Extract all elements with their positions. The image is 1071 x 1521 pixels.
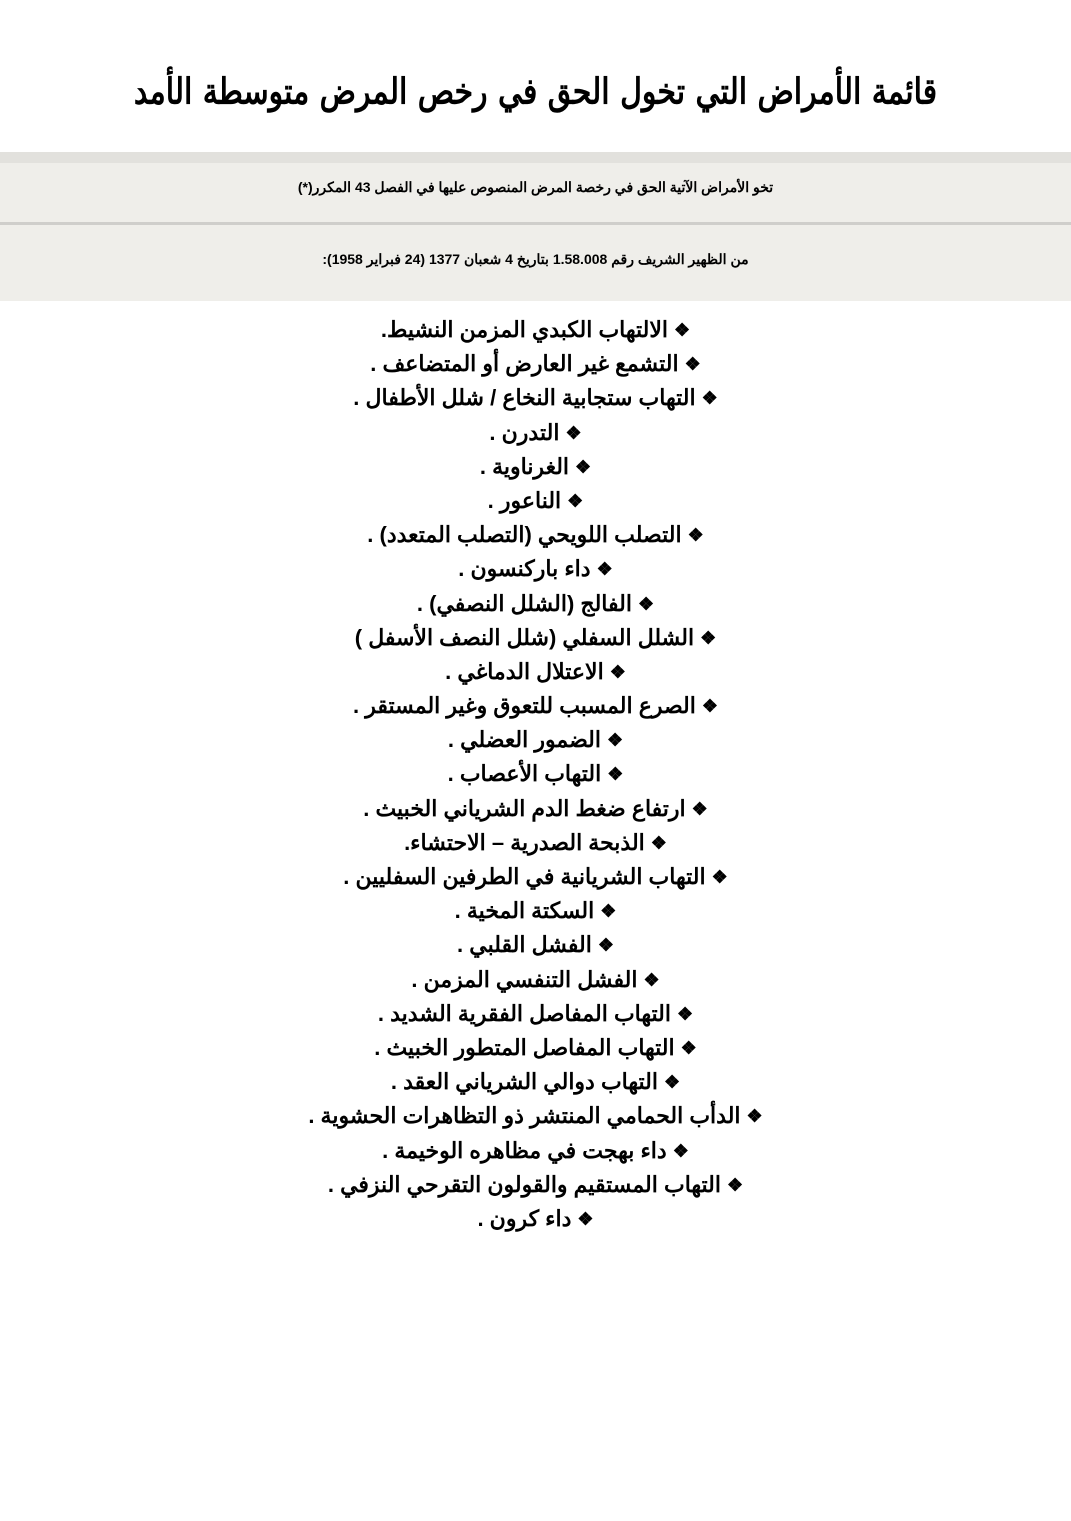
diamond-bullet-icon: ❖ <box>701 388 718 409</box>
diamond-bullet-icon: ❖ <box>672 1140 689 1161</box>
diamond-bullet-icon: ❖ <box>680 1037 697 1058</box>
intro-line-2: من الظهير الشريف رقم 1.58.008 بتاريخ 4 شعبان 1377 (24 فبراير 1958): <box>0 235 1071 283</box>
disease-item <box>0 1031 1071 1065</box>
disease-item <box>0 450 1071 484</box>
disease-label: الفشل التنفسي المزمن . <box>411 966 638 992</box>
diamond-bullet-icon: ❖ <box>637 593 655 614</box>
disease-label: التهاب الشريانية في الطرفين السفليين . <box>343 864 706 889</box>
diamond-bullet-icon: ❖ <box>674 320 691 340</box>
disease-item <box>0 313 1071 347</box>
disease-item <box>0 621 1071 655</box>
diamond-bullet-icon: ❖ <box>663 1072 681 1093</box>
disease-label: الاعتلال الدماغي . <box>445 658 604 684</box>
disease-label: الضمور العضلي . <box>447 727 601 753</box>
diamond-bullet-icon: ❖ <box>565 422 582 443</box>
disease-label: ارتفاع ضغط الدم الشرياني الخبيث . <box>363 795 686 821</box>
disease-label: الصرع المسبب للتعوق وغير المستقر . <box>352 693 696 719</box>
disease-item <box>0 347 1071 381</box>
diamond-bullet-icon: ❖ <box>684 354 701 375</box>
diamond-bullet-icon: ❖ <box>607 764 624 785</box>
disease-label: داء باركنسون . <box>458 556 591 582</box>
disease-label: الدأب الحمامي المنتشر ذو التظاهرات الحشوية . <box>308 1103 741 1129</box>
disease-item <box>0 860 1071 894</box>
disease-item <box>0 1202 1071 1236</box>
diamond-bullet-icon: ❖ <box>711 867 728 887</box>
disease-label: التدرن . <box>489 419 560 445</box>
diamond-bullet-icon: ❖ <box>650 832 667 853</box>
disease-item <box>0 1065 1071 1099</box>
diamond-bullet-icon: ❖ <box>609 661 626 682</box>
disease-label: السكتة المخية . <box>454 898 595 924</box>
disease-item <box>0 689 1071 723</box>
disease-label: التشمع غير العارض أو المتضاعف . <box>370 351 679 377</box>
disease-item <box>0 587 1071 621</box>
disease-item <box>0 997 1071 1031</box>
diamond-bullet-icon: ❖ <box>596 559 613 580</box>
diamond-bullet-icon: ❖ <box>597 935 614 956</box>
disease-label: داء بهجت في مظاهره الوخيمة . <box>382 1137 667 1163</box>
disease-label: التهاب المفاصل المتطور الخبيث . <box>374 1034 675 1060</box>
disease-item <box>0 1168 1071 1202</box>
disease-label: الشلل السفلي (شلل النصف الأسفل ) <box>354 624 695 650</box>
disease-label: التهاب الأعصاب . <box>447 761 602 787</box>
disease-item <box>0 416 1071 450</box>
diamond-bullet-icon: ❖ <box>700 627 717 648</box>
intro-line-1: تخو الأمراض الآتية الحق في رخصة المرض المنصوص عليها في الفصل 43 المكرر(*) <box>0 163 1071 211</box>
disease-item <box>0 963 1071 997</box>
disease-label: التهاب المفاصل الفقرية الشديد . <box>377 1000 671 1026</box>
diamond-bullet-icon: ❖ <box>577 1208 594 1229</box>
disease-list <box>0 313 1071 1236</box>
diamond-bullet-icon: ❖ <box>701 696 719 717</box>
band-top-shade <box>0 152 1071 163</box>
disease-label: داء كرون . <box>477 1205 572 1231</box>
diamond-bullet-icon: ❖ <box>567 490 584 511</box>
disease-label: التهاب ستجابية النخاع / شلل الأطفال . <box>353 385 696 411</box>
disease-label: التهاب دوالي الشرياني العقد . <box>390 1069 658 1095</box>
disease-item <box>0 381 1071 415</box>
disease-item <box>0 518 1071 552</box>
band-bottom-shade <box>0 283 1071 301</box>
diamond-bullet-icon: ❖ <box>687 525 704 546</box>
disease-item <box>0 1099 1071 1133</box>
disease-label: التهاب المستقيم والقولون التقرحي النزفي . <box>327 1171 721 1197</box>
disease-label: الغرناوية . <box>479 453 570 479</box>
diamond-bullet-icon: ❖ <box>676 1003 694 1024</box>
disease-item <box>0 484 1071 518</box>
disease-item <box>0 723 1071 757</box>
page-title: قائمة الأمراض التي تخول الحق في رخص المرض متوسطة الأمد <box>133 71 938 113</box>
disease-item <box>0 826 1071 860</box>
disease-item <box>0 757 1071 791</box>
diamond-bullet-icon: ❖ <box>643 969 660 990</box>
disease-label: الفشل القلبي . <box>457 932 592 958</box>
diamond-bullet-icon: ❖ <box>575 456 592 477</box>
disease-item <box>0 655 1071 689</box>
diamond-bullet-icon: ❖ <box>600 901 617 922</box>
band-divider <box>0 222 1071 225</box>
diamond-bullet-icon: ❖ <box>691 798 708 819</box>
disease-label: الناعور . <box>487 487 562 513</box>
disease-label: التصلب اللويحي (التصلب المتعدد) . <box>367 522 682 548</box>
disease-item <box>0 1134 1071 1168</box>
diamond-bullet-icon: ❖ <box>746 1106 763 1127</box>
disease-item <box>0 928 1071 962</box>
diamond-bullet-icon: ❖ <box>727 1174 744 1195</box>
disease-label: الالتهاب الكبدي المزمن النشيط. <box>380 317 669 342</box>
disease-item <box>0 552 1071 586</box>
disease-label: الذبحة الصدرية – الاحتشاء. <box>404 829 645 855</box>
disease-label: الفالج (الشلل النصفي) . <box>416 590 632 616</box>
diamond-bullet-icon: ❖ <box>606 730 624 751</box>
disease-item <box>0 792 1071 826</box>
disease-item <box>0 894 1071 928</box>
